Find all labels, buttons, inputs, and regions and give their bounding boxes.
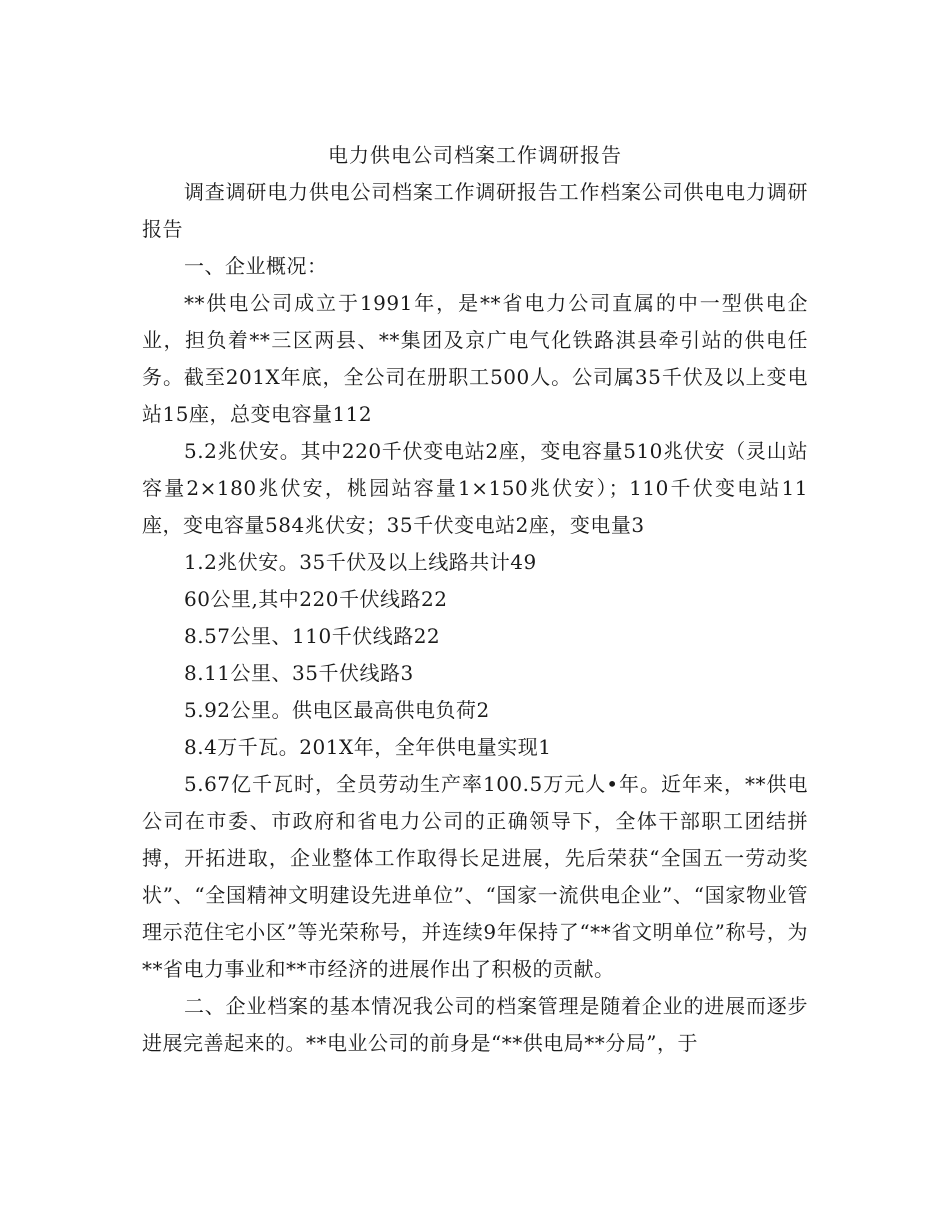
- paragraph-archives-overview: 二、企业档案的基本情况我公司的档案管理是随着企业的进展而逐步进展完善起来的。**电业公司的前身是“**供电局**分局”，于: [142, 994, 808, 1055]
- paragraph-company-intro: **供电公司成立于1991年，是**省电力公司直属的中一型供电企业，担负着**三区两县、**集团及京广电气化铁路淇县牵引站的供电任务。截至201X年底，全公司在册职工500人。公司属35千伏及以上变电站15座，总变电容量112: [142, 291, 808, 426]
- paragraph-line-220kv: 60公里,其中220千伏线路22: [184, 587, 448, 611]
- document-title: 电力供电公司档案工作调研报告: [328, 143, 622, 167]
- paragraph-max-load: 5.92公里。供电区最高供电负荷2: [184, 698, 490, 722]
- document-body: [142, 174, 808, 1062]
- paragraph-line-35kv: 8.11公里、35千伏线路3: [184, 661, 414, 685]
- paragraph-line-total: 1.2兆伏安。35千伏及以上线路共计49: [184, 550, 537, 574]
- paragraph-substations: 5.2兆伏安。其中220千伏变电站2座，变电容量510兆伏安（灵山站容量2×180兆伏安，桃园站容量1×150兆伏安）；110千伏变电站11座，变电容量584兆伏安；35千伏变电站2座，变电量3: [142, 439, 808, 537]
- section-heading-overview: 一、企业概况：: [184, 254, 328, 278]
- paragraph-annual-supply: 8.4万千瓦。201X年，全年供电量实现1: [184, 735, 552, 759]
- paragraph-achievements: 5.67亿千瓦时，全员劳动生产率100.5万元人•年。近年来，**供电公司在市委、市政府和省电力公司的正确领导下，全体干部职工团结拼搏，开拓进取，企业整体工作取得长足进展，先后荣获“全国五一劳动奖状”、“全国精神文明建设先进单位”、“国家一流供电企业”、“国家物业管理示范住宅小区”等光荣称号，并连续9年保持了“**省文明单位”称号，为**省电力事业和**市经济的进展作出了积极的贡献。: [142, 772, 808, 981]
- paragraph-line-110kv: 8.57公里、110千伏线路22: [184, 624, 441, 648]
- paragraph-summary: 调查调研电力供电公司档案工作调研报告工作档案公司供电电力调研报告: [142, 180, 808, 241]
